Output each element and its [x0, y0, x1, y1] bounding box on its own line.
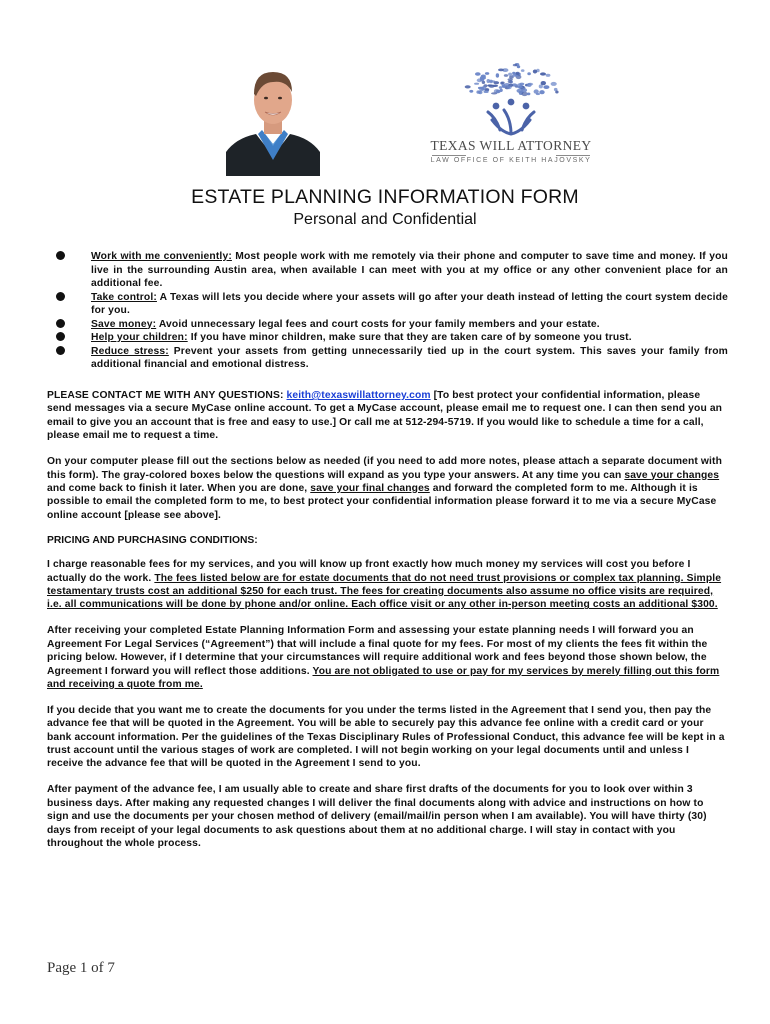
logo-leaf: [508, 73, 512, 76]
logo-leaf: [487, 84, 492, 86]
instructions-paragraph: [47, 455, 727, 522]
benefits-list: [56, 250, 728, 372]
logo-leaf: [555, 91, 558, 94]
logo-leaf: [484, 90, 489, 93]
logo-leaf: [540, 72, 546, 75]
logo-leaf: [521, 69, 525, 72]
logo-leaf: [498, 69, 504, 72]
logo-leaf: [527, 83, 532, 87]
logo-leaf: [519, 83, 524, 86]
benefit-label: Help your children:: [91, 332, 188, 343]
logo-trunk: [488, 110, 534, 134]
contact-rest: [To best protect your confidential information, please send messages via a secure MyCase online account. To get a MyCase account, please email me to request one. I can then send you an email to give you an account that is free and easy to use.] Or call me at 512-294-5719. If you would like to schedule a time for a call, please email me to request a time.: [47, 390, 723, 442]
benefit-item: [56, 291, 728, 318]
page-number: Page 1 of 7: [47, 960, 115, 976]
logo-leaf: [469, 90, 473, 93]
bullet-icon: [56, 251, 65, 260]
bullet-icon: [56, 346, 65, 355]
contact-lead: PLEASE CONTACT ME WITH ANY QUESTIONS:: [47, 390, 287, 401]
logo-leaf: [527, 72, 531, 75]
bullet-icon: [56, 332, 65, 341]
benefit-item: [56, 345, 728, 372]
contact-paragraph: [47, 389, 727, 443]
benefit-item: [56, 250, 728, 291]
logo-leaf: [502, 85, 506, 87]
logo-leaf: [481, 75, 486, 78]
logo-leaf: [507, 85, 512, 89]
instructions-text: On your computer please fill out the sections below as needed (if you need to add more notes, please attach a separate document with this form). The gray-colored boxes below the questions will expand as you type your answers. At any time you can: [47, 456, 722, 481]
bullet-icon: [56, 292, 65, 301]
benefit-item: [56, 318, 728, 332]
logo-figure-head: [523, 103, 530, 110]
bullet-icon: [56, 319, 65, 328]
benefit-text: A Texas will lets you decide where your assets will go after your death instead of letting the court system decide for you.: [91, 291, 728, 316]
logo-leaf: [485, 72, 489, 75]
pricing-emphasis: The fees listed below are for estate documents that do not need trust provisions or complex tax planning. Simple testamentary trusts cost an additional $250 for each trust. The fees for creating documents also assume no office visits are required, i.e. all communications will be done by phone and/or online. Each office visit or any other in-person meeting costs an additional $300.: [47, 572, 722, 611]
attorney-portrait-icon: [226, 60, 320, 176]
logo-leaf: [504, 74, 508, 77]
instructions-text: and come back to finish it later. When you are done,: [47, 482, 311, 494]
instructions-text: and forward the completed form to me. Although it is possible to email the completed form to me, to best protect your confidential information please forward it to me via a secure MyCase online account [please see above].: [47, 482, 717, 521]
logo-leaf: [478, 87, 483, 89]
pricing-text: I charge reasonable fees for my services, and you will know up front exactly how much money my services will cost you before I actually do the work.: [47, 559, 691, 584]
logo-leaf: [543, 85, 549, 89]
logo-leaf: [489, 80, 493, 84]
form-body: [47, 389, 727, 863]
pricing-paragraph-4: After payment of the advance fee, I am usually able to create and share first drafts of the documents for you to look over within 3 business days. After making any requested changes I will deliver the final documents along with advice and instructions on how to sign and use the documents per your chosen method of delivery (email/mail/in person when I am available). You will have thirty (30) days from receipt of your legal documents to ask questions about them at no additional charge. I will stay in contact with you throughout the whole process.: [47, 784, 707, 849]
logo-leaf: [527, 93, 531, 96]
logo-leaf: [517, 86, 523, 88]
logo-leaf: [475, 72, 481, 76]
pricing-paragraph-3: If you decide that you want me to create the documents for you under the terms listed in the Agreement that I send you, then pay the advance fee that will be quoted in the Agreement. You will be able to securely pay this advance fee online with a credit card or your bank account information. Per the guidelines of the Texas Disciplinary Rules of Professional Conduct, this advance fee will be kept in a trust account until the various stages of work are completed. I will not begin working on your legal documents until and unless I receive the advance fee that will be quoted in the Agreement I send to you.: [47, 704, 725, 770]
logo-leaf: [533, 70, 537, 74]
logo-leaf: [492, 85, 498, 87]
email-link[interactable]: keith@texaswillattorney.com: [286, 390, 431, 401]
logo-leaf: [551, 82, 557, 86]
logo-leaf: [474, 83, 479, 85]
logo-leaf: [491, 92, 497, 94]
benefit-text: Avoid unnecessary legal fees and court costs for your family members and your estate.: [156, 318, 600, 330]
logo-rule-left: [432, 155, 466, 156]
logo-figure-head: [493, 103, 500, 110]
benefit-label: Reduce stress:: [91, 345, 169, 357]
instructions-emphasis: save your final changes: [310, 482, 430, 494]
logo-leaf: [508, 78, 513, 81]
logo-leaf: [513, 64, 517, 66]
attorney-photo: [226, 60, 320, 176]
form-subtitle: Personal and Confidential: [293, 211, 477, 228]
tree-icon: [426, 60, 596, 138]
logo-leaf: [465, 85, 471, 88]
logo-leaf: [494, 81, 500, 84]
benefit-text: Most people work with me remotely via their phone and computer to save time and money. If you live in the surrounding Austin area, when available I can meet with you at my office or any other convenient place for an additional fee.: [91, 251, 728, 289]
logo-leaf: [499, 86, 502, 89]
benefit-label: Work with me conveniently:: [91, 251, 232, 262]
logo-leaf: [501, 82, 505, 85]
logo-leaf: [496, 73, 499, 77]
logo-name: TEXAS WILL ATTORNEY: [430, 138, 592, 153]
pricing-emphasis: You are not obligated to use or pay for my services by merely filling out this form and receiving a quote from me.: [47, 665, 720, 690]
pricing-paragraph-2: [47, 624, 727, 691]
logo-leaf: [536, 93, 540, 95]
logo-leaf: [541, 81, 546, 85]
logo-leaf: [517, 65, 520, 68]
pricing-heading: PRICING AND PURCHASING CONDITIONS:: [47, 534, 258, 546]
logo-figure-head: [508, 99, 515, 106]
logo-leaf: [516, 72, 520, 75]
instructions-emphasis: save your changes: [624, 469, 720, 481]
benefit-text: If you have minor children, make sure that they are taken care of by someone you trust.: [187, 332, 632, 343]
benefit-item: [56, 331, 728, 345]
logo-leaf: [521, 88, 527, 92]
logo-tagline: LAW OFFICE OF KEITH HAJOVSKY: [430, 157, 592, 164]
logo-leaf: [478, 90, 482, 94]
logo-leaf: [546, 74, 551, 77]
benefit-label: Take control:: [91, 291, 157, 303]
logo-leaf: [480, 78, 484, 82]
benefit-text: Prevent your assets from getting unnecessarily tied up in the court system. This saves your family from additional financial and emotional distress.: [91, 345, 728, 370]
form-title: ESTATE PLANNING INFORMATION FORM: [191, 186, 579, 208]
pricing-text: After receiving your completed Estate Planning Information Form and assessing your estate planning needs I will forward you an Agreement For Legal Services (“Agreement”) that will include a final quote for my fees. For most of my clients the fees fit within the pricing below. However, if I determine that your circumstances will require additional work and fees beyond those shown below, the Agreement I forward you will reflect those additions.: [47, 625, 708, 677]
logo-leaf: [539, 90, 544, 94]
logo-rule-right: [556, 155, 590, 156]
firm-logo: [426, 60, 596, 176]
pricing-paragraph-1: [47, 558, 727, 612]
benefit-label: Save money:: [91, 318, 157, 330]
